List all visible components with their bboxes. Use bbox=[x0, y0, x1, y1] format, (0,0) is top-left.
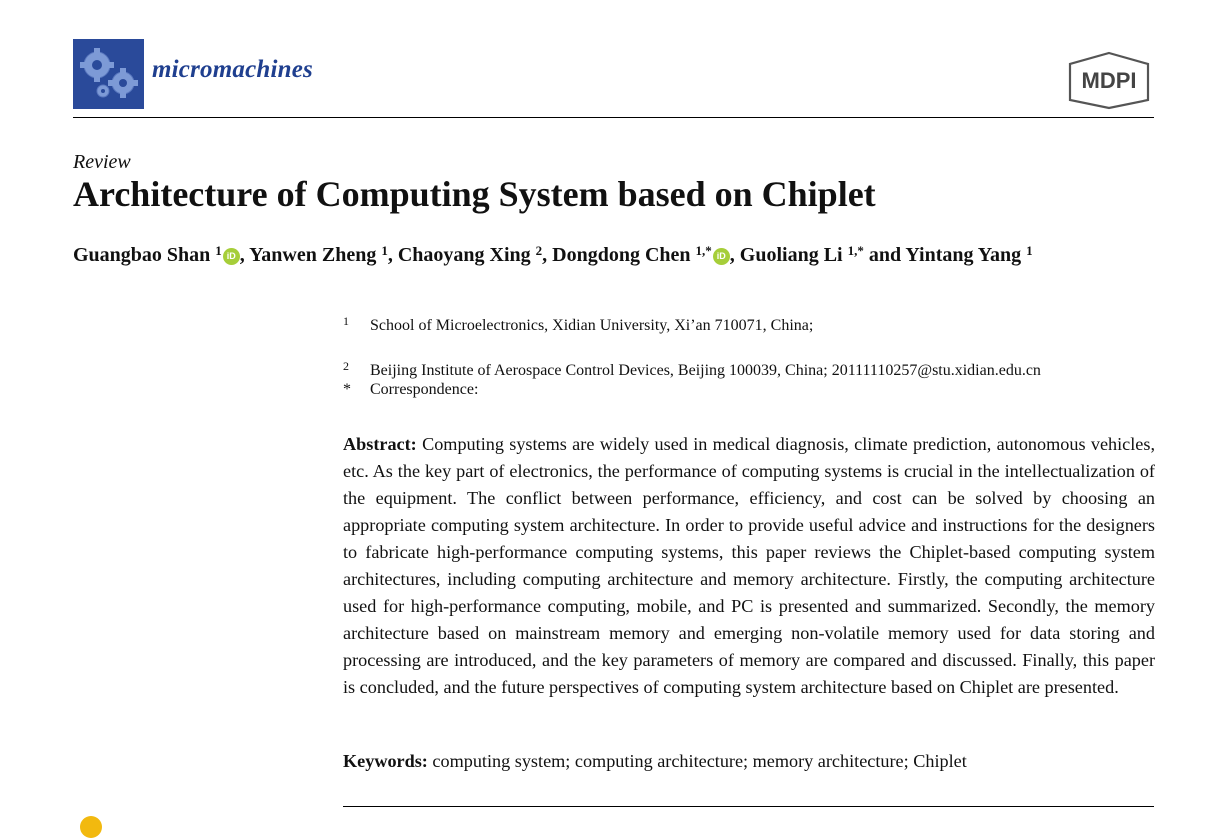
author-name[interactable]: Chaoyang Xing bbox=[397, 244, 531, 266]
keywords bbox=[343, 751, 967, 772]
gears-icon bbox=[73, 39, 144, 109]
affiliation-2 bbox=[343, 359, 1041, 380]
abstract-label: Abstract: bbox=[343, 434, 417, 454]
journal-name: micromachines bbox=[152, 56, 313, 83]
abstract bbox=[343, 431, 1155, 701]
orcid-icon[interactable]: iD bbox=[713, 248, 730, 265]
affiliation-text: Beijing Institute of Aerospace Control Devices, Beijing 100039, China; 20111110257@stu.xidian.edu.cn bbox=[370, 362, 1041, 379]
section-rule bbox=[343, 806, 1154, 807]
author-affiliation: 1,* bbox=[847, 243, 864, 258]
publisher-logo-text: MDPI bbox=[1081, 68, 1137, 93]
author-name[interactable]: Guangbao Shan bbox=[73, 244, 211, 266]
author-affiliation: 1,* bbox=[695, 243, 712, 258]
orcid-icon[interactable]: iD bbox=[223, 248, 240, 265]
author-affiliation: 2 bbox=[535, 243, 543, 258]
author-separator: , bbox=[729, 244, 735, 266]
journal-logo bbox=[73, 39, 144, 109]
abstract-text: Computing systems are widely used in medical diagnosis, climate prediction, autonomous vehicles, etc. As the key part of electronics, the performance of computing systems is crucial in the intellectualization of the equipment. The conflict between performance, efficiency, and cost can be solved by choosing an appropriate computing system architecture. In order to provide useful advice and instructions for the designers to fabricate high-performance computing systems, this paper reviews the Chiplet-based computing system architectures, including computing architecture and memory architecture. Firstly, the computing architecture used for high-performance computing, mobile, and PC is presented and summarized. Secondly, the memory architecture based on mainstream memory and emerging non-volatile memory used for data storing and processing are introduced, and the key parameters of memory are compared and discussed. Finally, this paper is concluded, and the future perspectives of computing system architecture based on Chiplet are presented. bbox=[343, 434, 1155, 697]
check-updates-icon[interactable] bbox=[80, 816, 102, 838]
author-name[interactable]: Yanwen Zheng bbox=[249, 244, 377, 266]
affiliation-mark: 2 bbox=[343, 359, 349, 373]
article-type: Review bbox=[73, 151, 131, 173]
author-name[interactable]: Guoliang Li bbox=[739, 244, 843, 266]
author-name[interactable]: Dongdong Chen bbox=[552, 244, 691, 266]
affiliation-mark: 1 bbox=[343, 314, 349, 328]
author-affiliation: 1 bbox=[215, 243, 222, 258]
correspondence-text: Correspondence: bbox=[370, 381, 479, 398]
author-separator: , bbox=[387, 244, 393, 266]
author-affiliation: 1 bbox=[1026, 243, 1033, 258]
article-title: Architecture of Computing System based on Chiplet bbox=[73, 174, 876, 214]
affiliation-text: School of Microelectronics, Xidian University, Xi’an 710071, China; bbox=[370, 317, 814, 334]
affiliation-1 bbox=[343, 314, 813, 335]
author-name[interactable]: Yintang Yang bbox=[905, 244, 1022, 266]
correspondence-mark: * bbox=[343, 381, 351, 398]
author-list bbox=[73, 243, 1033, 267]
keywords-label: Keywords: bbox=[343, 751, 428, 771]
author-separator: , bbox=[239, 244, 245, 266]
keywords-text: computing system; computing architecture; memory architecture; Chiplet bbox=[432, 751, 967, 771]
publisher-logo bbox=[1064, 50, 1154, 110]
author-separator: and bbox=[868, 244, 902, 266]
header-rule bbox=[73, 117, 1154, 118]
correspondence bbox=[343, 381, 478, 399]
author-affiliation: 1 bbox=[381, 243, 388, 258]
author-separator: , bbox=[542, 244, 548, 266]
